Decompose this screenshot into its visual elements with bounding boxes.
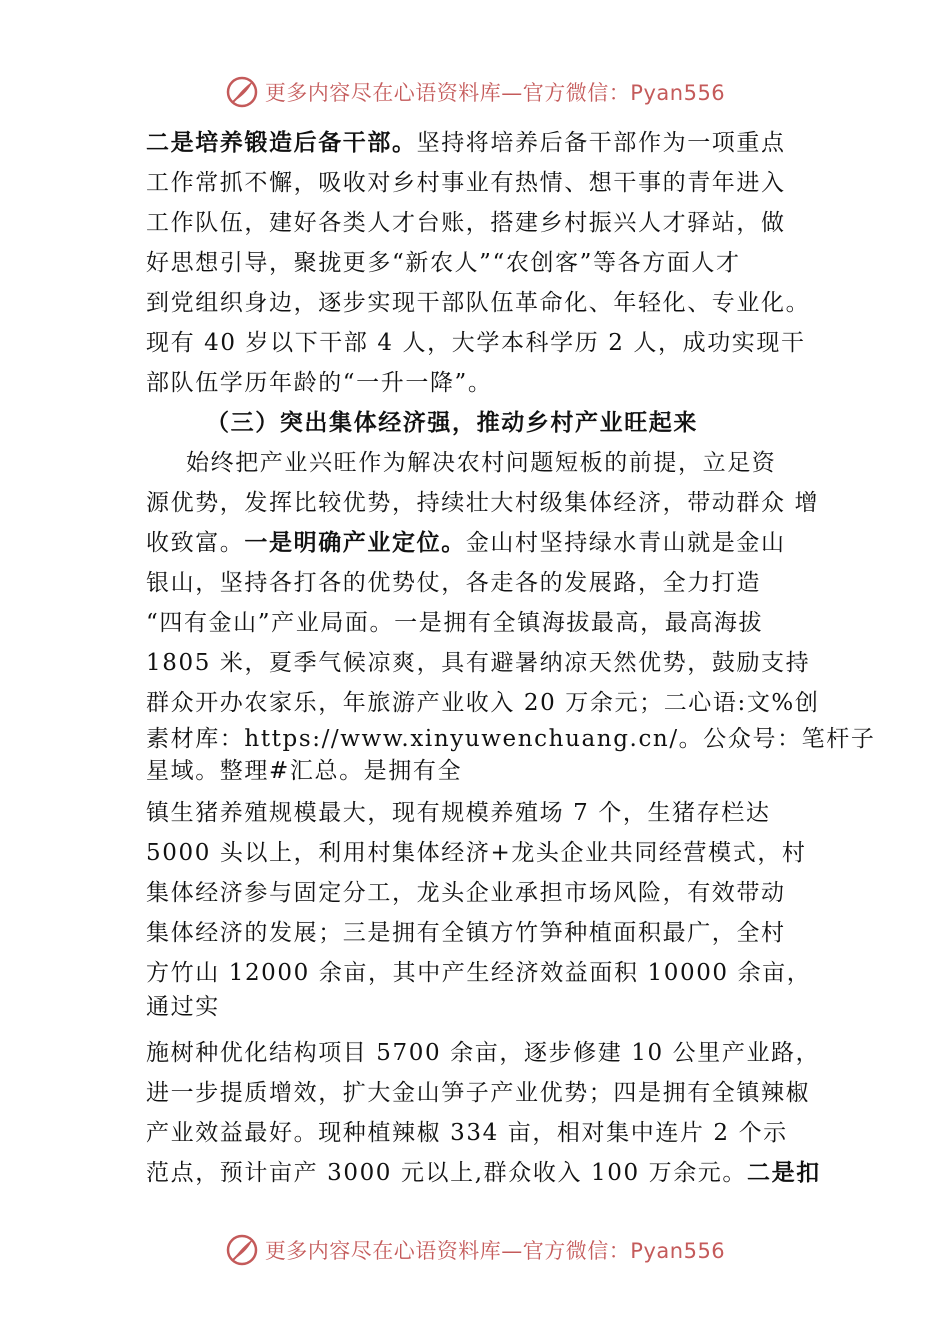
line-text: 群众开办农家乐，年旅游产业收入 20 万余元；二心语:文%创 [146,690,820,716]
line-text: 收致富。 [146,530,245,556]
line-text: 工作队伍，建好各类人才台账，搭建乡村振兴人才驿站，做 [146,210,786,236]
text-line [146,528,786,558]
line-text: 集体经济参与固定分工，龙头企业承担市场风险，有效带动 [146,880,786,906]
line-text: 施树种优化结构项目 5700 余亩，逐步修建 10 公里产业路， [146,1040,821,1066]
line-text: 银山，坚持各打各的优势仗，各走各的发展路，全力打造 [146,570,761,596]
text-line [146,368,493,398]
line-text: 进一步提质增效，扩大金山笋子产业优势；四是拥有全镇辣椒 [146,1080,811,1106]
line-text: 部队伍学历年龄的“一升一降”。 [146,370,493,396]
line-text: 始终把产业兴旺作为解决农村问题短板的前提，立足资 [186,450,777,476]
line-text: 1805 米，夏季气候凉爽，具有避暑纳凉天然优势，鼓励支持 [146,650,811,676]
text-line [146,1118,788,1148]
line-text: 好思想引导，聚拢更多“新农人”“农创客”等各方面人才 [146,250,741,276]
line-text: 工作常抓不懈，吸收对乡村事业有热情、想干事的青年进入 [146,170,786,196]
line-text: 金山村坚持绿水青山就是金山 [465,530,786,556]
heading-text: （三）突出集体经济强，推动乡村产业旺起来 [206,409,698,436]
watermark-text: 更多内容尽在心语资料库—官方微信：Pyan556 [264,1239,726,1263]
bold-lead: 二是扣 [747,1159,821,1186]
text-line [146,488,819,518]
text-line [146,918,786,948]
text-line [146,288,810,318]
text-line [146,168,786,198]
line-text: 产业效益最好。现种植辣椒 334 亩，相对集中连片 2 个示 [146,1120,788,1146]
quill-logo-icon [225,1233,259,1267]
line-text: 源优势，发挥比较优势，持续壮大村级集体经济，带动群众 增 [146,490,820,516]
line-text: 通过实 [146,994,220,1020]
text-line [146,208,786,238]
text-line [186,448,776,478]
line-text: 范点，预计亩产 3000 元以上,群众收入 100 万余元。 [146,1160,747,1186]
watermark-banner-bottom [0,1228,950,1272]
line-text: 坚持将培养后备干部作为一项重点 [416,130,786,156]
text-line [146,1078,810,1108]
text-line [146,878,786,908]
text-line [146,992,220,1022]
text-line [146,756,462,786]
text-line [146,1158,821,1188]
line-text: 现有 40 岁以下干部 4 人，大学本科学历 2 人，成功实现干 [146,330,806,356]
watermark-text: 更多内容尽在心语资料库—官方微信：Pyan556 [264,81,726,105]
text-line [146,688,820,718]
watermark-banner-top [0,70,950,114]
text-line [146,248,741,278]
line-text: 星域。整理#汇总。是拥有全 [146,758,463,784]
line-text: “四有金山”产业局面。一是拥有全镇海拔最高，最高海拔 [146,610,764,636]
line-text: 镇生猪养殖规模最大，现有规模养殖场 7 个，生猪存栏达 [146,800,771,826]
text-line [146,724,875,754]
text-line [146,838,807,868]
text-line [146,1038,820,1068]
section-heading [206,408,698,438]
line-text: 5000 头以上，利用村集体经济+龙头企业共同经营模式，村 [146,840,807,866]
text-line [146,568,761,598]
text-line [146,328,806,358]
line-text: 方竹山 12000 余亩，其中产生经济效益面积 10000 余亩， [146,960,812,986]
text-line [146,958,811,988]
text-line [146,648,810,678]
text-line [146,128,786,158]
text-line [146,608,763,638]
quill-logo-icon [225,75,259,109]
bold-lead: 一是明确产业定位。 [244,529,466,556]
line-text: 素材库：https://www.xinyuwenchuang.cn/。公众号：笔杆子 [146,726,876,752]
line-text: 到党组织身边，逐步实现干部队伍革命化、年轻化、专业化。 [146,290,811,316]
text-line [146,798,770,828]
line-text: 集体经济的发展；三是拥有全镇方竹笋种植面积最广，全村 [146,920,786,946]
bold-lead: 二是培养锻造后备干部。 [146,129,417,156]
